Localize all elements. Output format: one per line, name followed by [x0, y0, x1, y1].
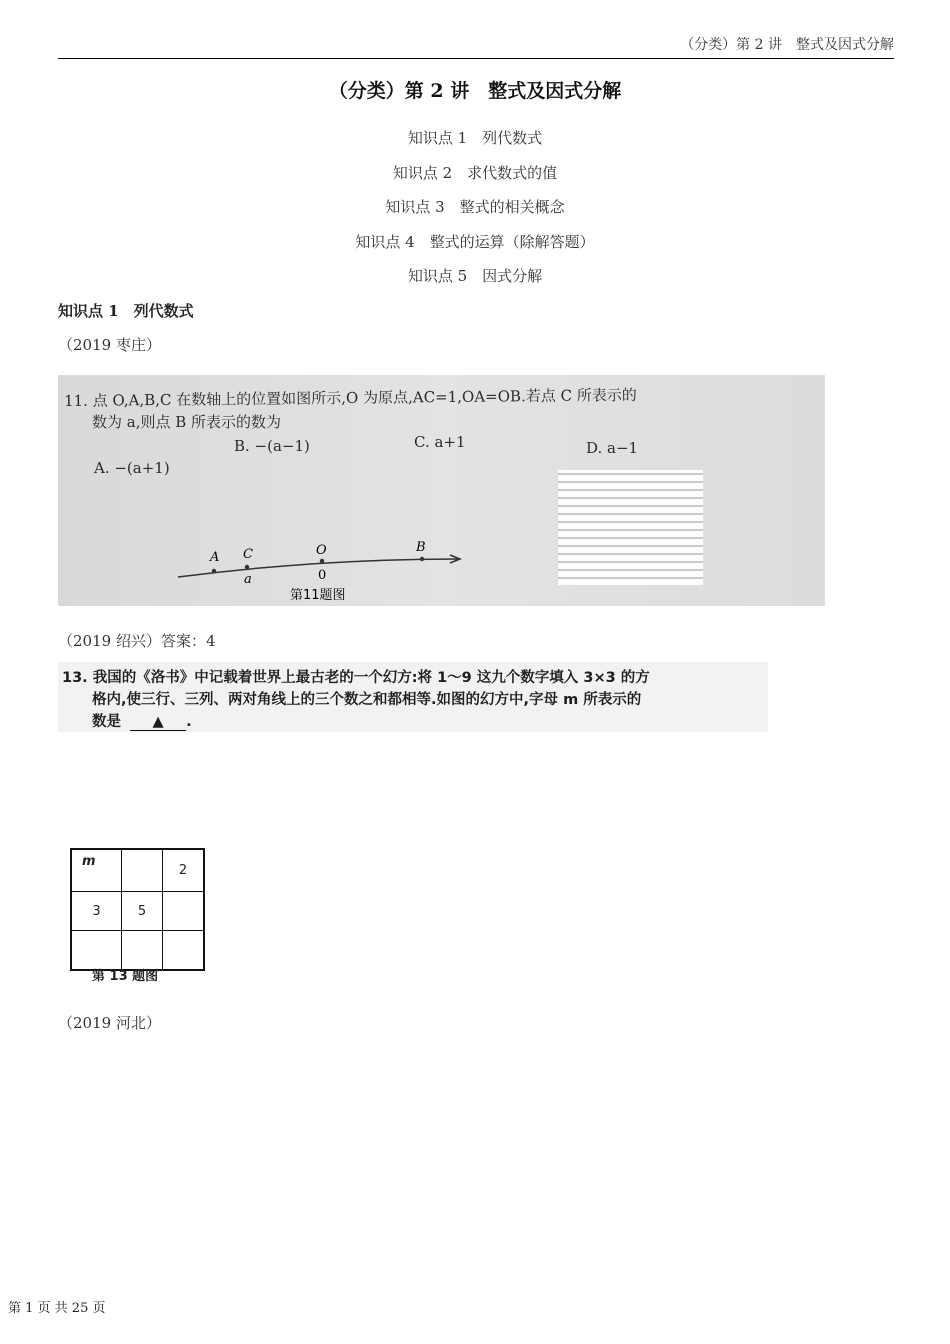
- point-b: [420, 557, 424, 561]
- grid-row: [71, 892, 204, 931]
- toc-item[interactable]: 知识点 2 求代数式的值: [392, 163, 558, 182]
- question-line-3: 数是: [92, 714, 121, 730]
- section-heading: 知识点 1 列代数式: [58, 302, 194, 320]
- label-b: B: [416, 540, 426, 555]
- question-13-scan: [58, 662, 768, 732]
- grid-cell: m: [71, 849, 122, 892]
- value-zero: 0: [318, 568, 327, 583]
- running-title: （分类）第 2 讲 整式及因式分解: [680, 37, 894, 53]
- option-d: D. a−1: [586, 439, 639, 457]
- question-text: 11. 点 O,A,B,C 在数轴上的位置如图所示,O 为原点,AC=1,OA=OB.若点 C 所表示的: [63, 386, 637, 410]
- question-text: 数是 ▲ .: [92, 714, 192, 730]
- point-o: [320, 559, 324, 563]
- magic-square-grid: [70, 848, 205, 971]
- source-label: （2019 绍兴）答案：4: [58, 632, 216, 650]
- answer-blank: [130, 714, 186, 731]
- grid-cell: [163, 931, 205, 971]
- grid-cell: [122, 849, 163, 892]
- question-text: 数为 a,则点 B 所表示的数为: [92, 413, 282, 431]
- question-text: 格内,使三行、三列、两对角线上的三个数之和都相等.如图的幻方中,字母 m 所表示的: [92, 692, 642, 708]
- toc-item[interactable]: 知识点 5 因式分解: [407, 267, 543, 285]
- label-o: O: [316, 543, 327, 558]
- redacted-area: [558, 470, 703, 585]
- grid-cell: 3: [71, 892, 122, 931]
- toc-item[interactable]: 知识点 4 整式的运算（除解答题）: [355, 232, 595, 251]
- option-c: C. a+1: [414, 433, 466, 451]
- point-a: [212, 569, 216, 573]
- number-line-figure: [58, 375, 825, 606]
- source-label: （2019 枣庄）: [58, 336, 161, 354]
- option-b: B. −(a−1): [234, 437, 310, 455]
- option-a: A. −(a+1): [94, 459, 170, 477]
- toc-item[interactable]: 知识点 1 列代数式: [407, 129, 543, 147]
- figure-caption: 第 13 题图: [92, 969, 159, 984]
- page-title: （分类）第 2 讲 整式及因式分解: [328, 80, 622, 102]
- grid-cell: [163, 892, 205, 931]
- running-header: [58, 34, 894, 59]
- grid-row: [71, 849, 204, 892]
- question-text: 13. 我国的《洛书》中记载着世界上最古老的一个幻方:将 1～9 这九个数字填入 3×3 的方: [62, 670, 650, 686]
- value-a: a: [244, 572, 252, 587]
- grid-cell: 2: [163, 849, 205, 892]
- page-footer: 第 1 页 共 25 页: [8, 1301, 106, 1316]
- label-a: A: [210, 550, 220, 565]
- source-label: （2019 河北）: [58, 1014, 161, 1032]
- table-of-contents: [0, 126, 950, 299]
- grid-cell: 5: [122, 892, 163, 931]
- question-11-scan: [58, 375, 825, 606]
- point-c: [245, 565, 249, 569]
- blank-mark: ▲: [152, 714, 164, 730]
- label-c: C: [243, 547, 253, 562]
- toc-item[interactable]: 知识点 3 整式的相关概念: [385, 198, 565, 216]
- figure-caption: 第11题图: [290, 588, 346, 603]
